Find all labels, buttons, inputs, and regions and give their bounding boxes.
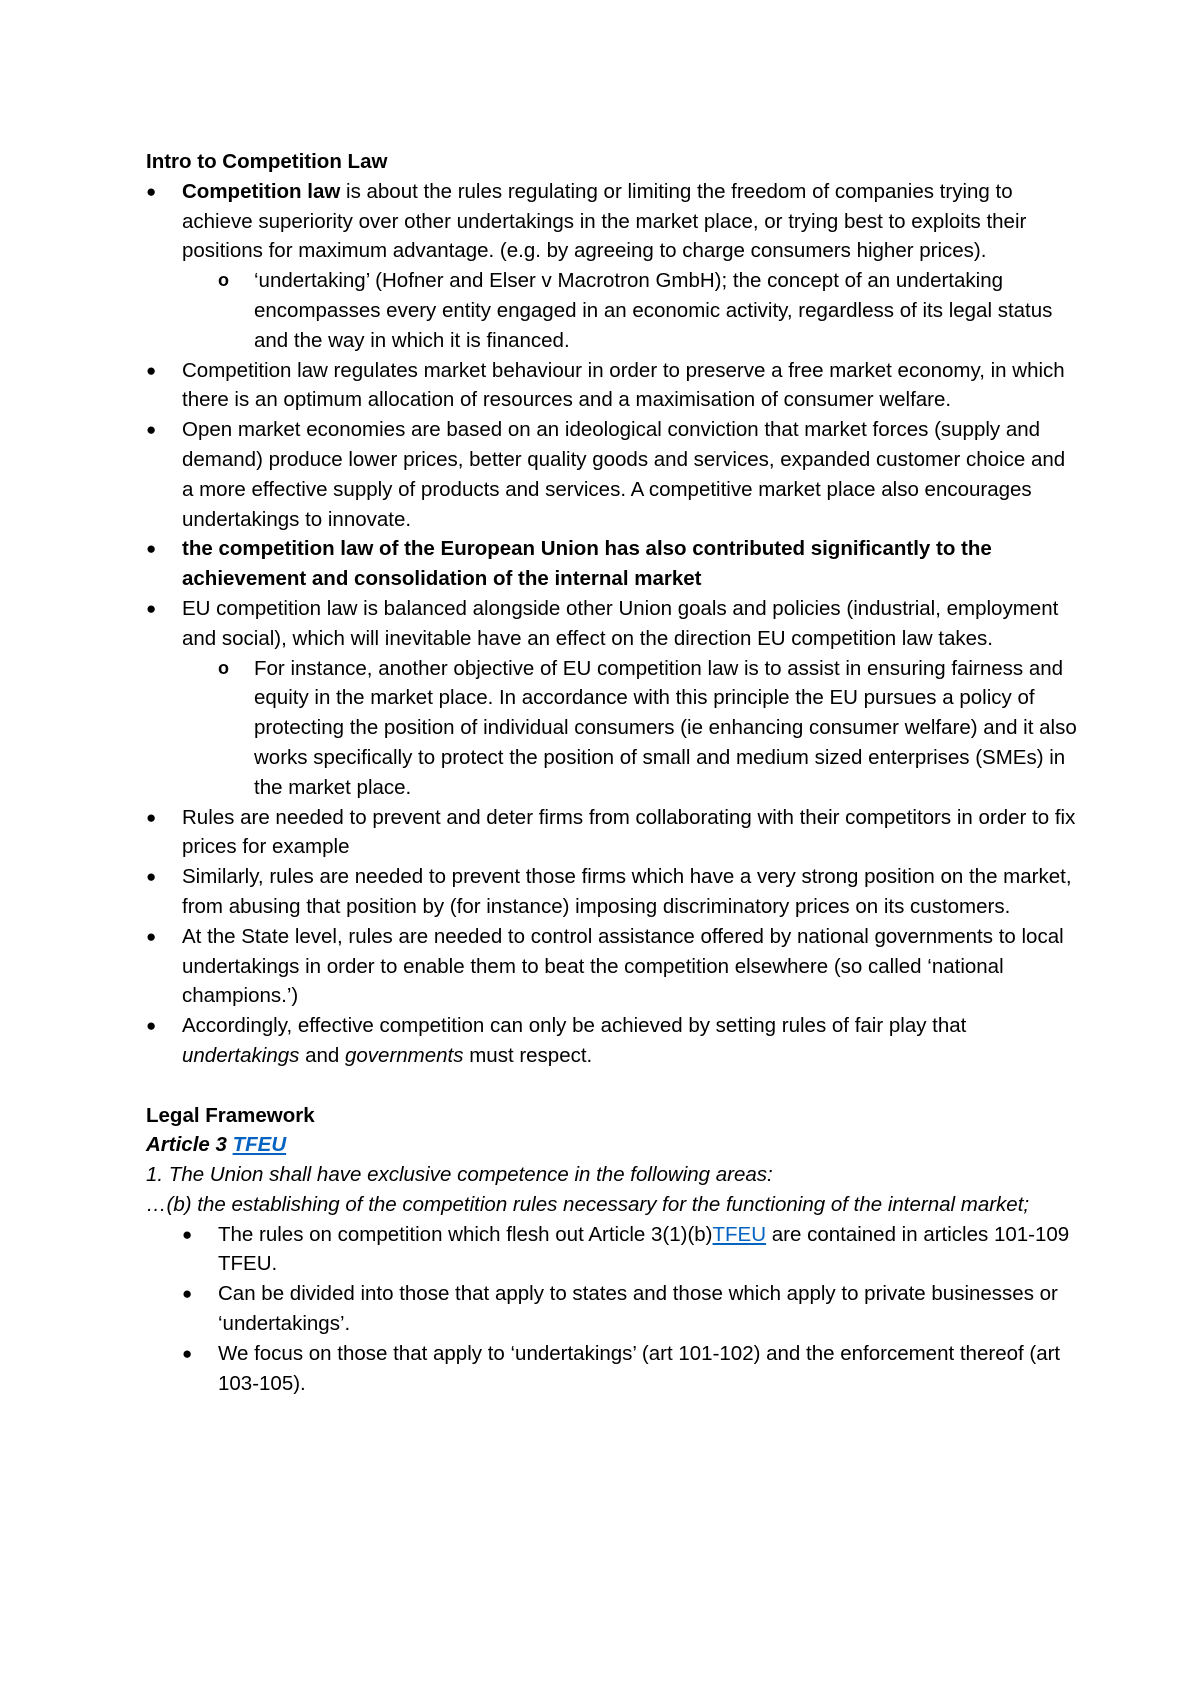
sub-list-item [146, 266, 1080, 355]
intro-bullet-list [146, 177, 1080, 1071]
list-item [146, 1339, 1080, 1399]
bullet-icon: ● [182, 1284, 193, 1304]
bullet-icon: ● [146, 181, 157, 201]
list-item-text: is about the rules regulating or limiting the freedom of companies trying to achieve superiority over other undertakings in the market place, or trying best to exploits their positions for maximum advantage. (e.g. by agreeing to charge consumers higher prices). [182, 179, 1027, 263]
bullet-icon: ● [146, 1016, 157, 1036]
article-heading [146, 1130, 1080, 1160]
list-item-text: and [299, 1043, 345, 1067]
list-item [146, 1011, 1080, 1071]
tfeu-link-inline[interactable]: TFEU [712, 1222, 767, 1246]
list-item-text: Competition law regulates market behaviour in order to preserve a free market economy, in which there is an optimum allocation of resources and a maximisation of consumer welfare. [182, 358, 1065, 412]
bullet-icon: ● [146, 598, 157, 618]
tfeu-link[interactable]: TFEU [232, 1133, 287, 1157]
article-label: Article 3 [146, 1133, 233, 1157]
list-item-text: We focus on those that apply to ‘undertakings’ (art 101-102) and the enforcement thereof (art 103-105). [218, 1341, 1061, 1395]
list-item [146, 594, 1080, 803]
list-item-text: Similarly, rules are needed to prevent those firms which have a very strong position on the market, from abusing that position by (for instance) imposing discriminatory prices on its customers. [182, 865, 1072, 918]
list-item-text: are contained in articles 101-109 TFEU. [218, 1222, 1070, 1276]
list-item [146, 862, 1080, 922]
legal-framework-bullet-list [146, 1220, 1080, 1399]
hollow-bullet-icon: o [218, 657, 229, 678]
sub-list-item-text: ‘undertaking’ (Hofner and Elser v Macrotron GmbH); the concept of an undertaking encompasses every entity engaged in an economic activity, regardless of its legal status and the way in which it is financed. [254, 269, 1053, 352]
list-item [146, 1279, 1080, 1339]
list-item [146, 356, 1080, 416]
paragraph-spacer [146, 1071, 1080, 1101]
sub-bullet-list [182, 266, 1080, 355]
list-item-text: Accordingly, effective competition can only be achieved by setting rules of fair play that [182, 1014, 967, 1038]
article-quote-line-1: 1. The Union shall have exclusive competence in the following areas: [146, 1163, 773, 1187]
section-title-legal-framework: Legal Framework [146, 1103, 315, 1127]
section-title-intro: Intro to Competition Law [146, 150, 388, 173]
sub-bullet-list [182, 654, 1080, 803]
sub-list-item-text: For instance, another objective of EU competition law is to assist in ensuring fairness and equity in the market place. In accordance with this principle the EU pursues a policy of protecting the position of individual consumers (ie enhancing consumer welfare) and it also works specifically to protect the position of small and medium sized enterprises (SMEs) in the market place. [254, 656, 1077, 799]
list-item [146, 177, 1080, 356]
sub-list-item [146, 654, 1080, 803]
emphasis-undertakings: undertakings [182, 1043, 300, 1067]
term-competition-law: Competition law [182, 179, 341, 203]
hollow-bullet-icon: o [218, 270, 229, 291]
list-item [146, 534, 1080, 594]
list-item-text: the competition law of the European Union has also contributed significantly to the achievement and consolidation of the internal market [182, 537, 992, 591]
emphasis-governments: governments [345, 1043, 464, 1067]
list-item [146, 1220, 1080, 1280]
bullet-icon: ● [146, 420, 157, 440]
list-item [146, 922, 1080, 1011]
bullet-icon: ● [182, 1343, 193, 1363]
bullet-icon: ● [146, 539, 157, 559]
article-quote-line-2: …(b) the establishing of the competition rules necessary for the functioning of the internal market; [146, 1192, 1030, 1216]
bullet-icon: ● [146, 926, 157, 946]
list-item-text: The rules on competition which flesh out Article 3(1)(b) [218, 1222, 713, 1246]
bullet-icon: ● [182, 1224, 193, 1244]
bullet-icon: ● [146, 807, 157, 827]
list-item-text: must respect. [463, 1043, 593, 1067]
list-item-text: Rules are needed to prevent and deter firms from collaborating with their competitors in order to fix prices for example [182, 805, 1076, 859]
bullet-icon: ● [146, 360, 157, 380]
list-item [146, 803, 1080, 863]
list-item-text: EU competition law is balanced alongside other Union goals and policies (industrial, employment and social), which will inevitable have an effect on the direction EU competition law takes. [182, 596, 1059, 650]
bullet-icon: ● [146, 867, 157, 887]
list-item-text: Open market economies are based on an ideological conviction that market forces (supply and demand) produce lower prices, better quality goods and services, expanded customer choice and a more effective supply of products and services. A competitive market place also encourages undertakings to innovate. [182, 418, 1066, 531]
list-item-text: Can be divided into those that apply to states and those which apply to private businesses or ‘undertakings’. [218, 1282, 1058, 1336]
list-item [146, 415, 1080, 534]
list-item-text: At the State level, rules are needed to control assistance offered by national governments to local undertakings in order to enable them to beat the competition elsewhere (so called ‘national champions.’) [182, 924, 1064, 1008]
